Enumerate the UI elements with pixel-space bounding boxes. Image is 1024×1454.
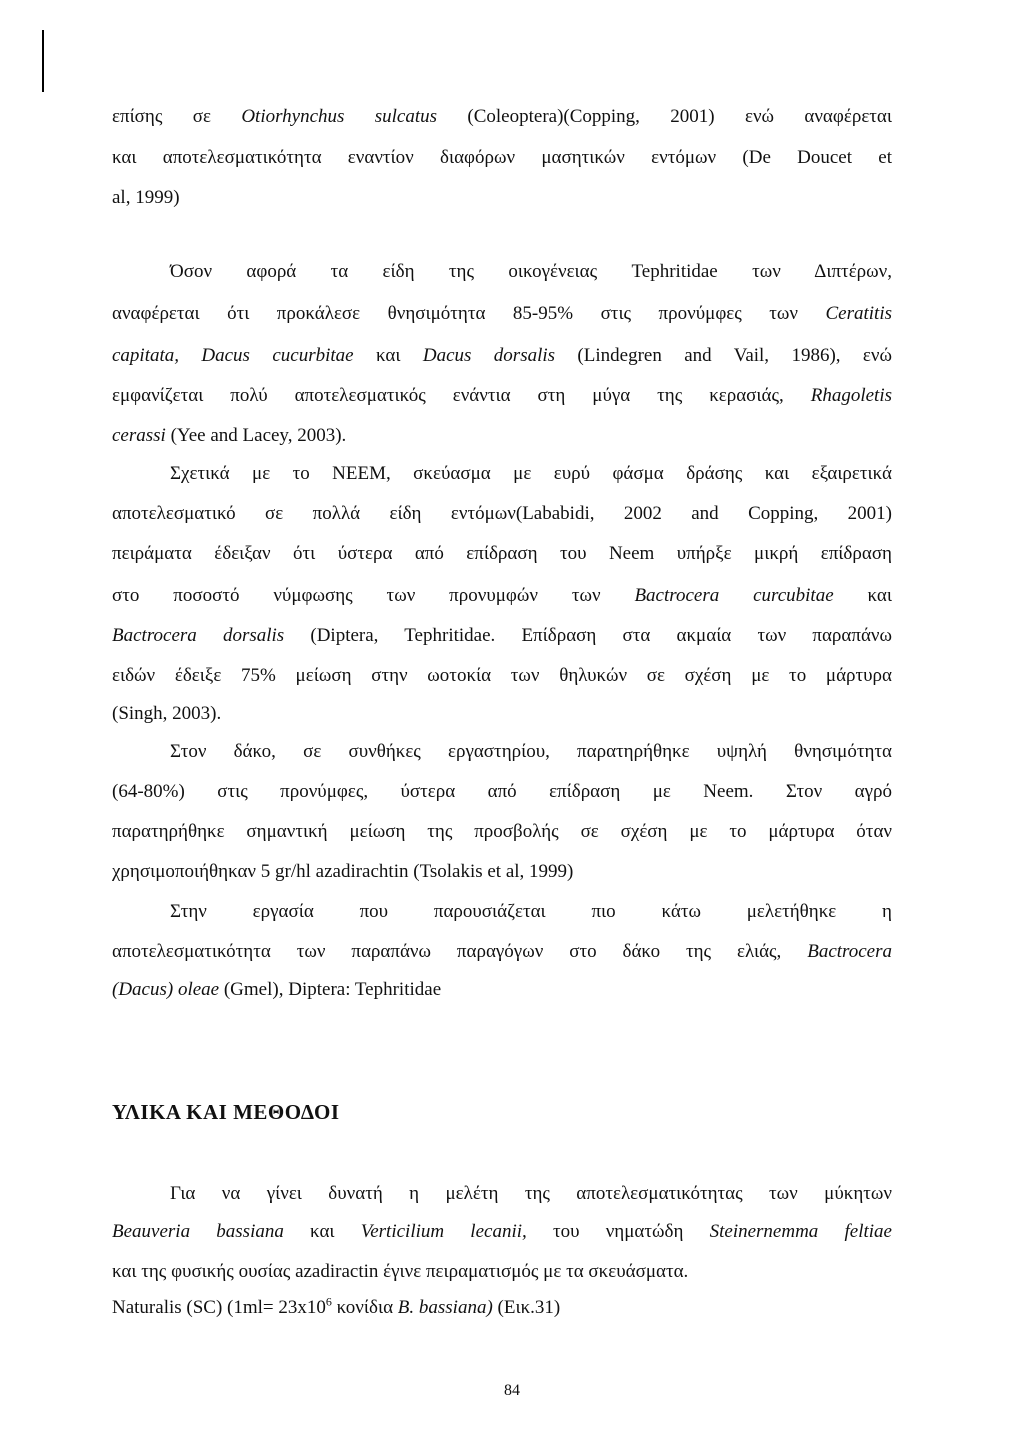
species-name: Rhagoletis (810, 385, 892, 406)
page-number: 84 (504, 1382, 520, 1399)
p3-line-4: στο ποσοστό νύμφωσης των προνυμφών των Bactrocera curcubitae και (112, 585, 892, 606)
exponent: 6 (325, 1294, 332, 1309)
section-heading: ΥΛΙΚΑ ΚΑΙ ΜΕΘΟΔΟΙ (112, 1100, 340, 1124)
p4-line-3: παρατηρήθηκε σημαντική μείωση της προσβολής σε σχέση με το μάρτυρα όταν (112, 821, 892, 842)
species-name: Verticilium lecanii, (360, 1221, 527, 1242)
p2-line-3: capitata, Dacus cucurbitae και Dacus dorsalis (Lindegren and Vail, 1986), ενώ (112, 345, 892, 366)
p2-line-5: cerassi (Yee and Lacey, 2003). (112, 425, 347, 446)
p3-line-6: ειδών έδειξε 75% μείωση στην ωοτοκία των θηλυκών σε σχέση με το μάρτυρα (112, 665, 892, 686)
p4-line-1: Στον δάκο, σε συνθήκες εργαστηρίου, παρατηρήθηκε υψηλή θνησιμότητα (170, 741, 892, 762)
p5-line-3: (Dacus) oleae (Gmel), Diptera: Tephritidae (112, 979, 442, 1000)
p6-line-1: Για να γίνει δυνατή η μελέτη της αποτελεσματικότητας των μύκητων (170, 1183, 892, 1204)
species-name: Bactrocera dorsalis (112, 625, 285, 646)
scan-edge-mark (42, 30, 44, 92)
p6-line-2: Beauveria bassiana και Verticilium lecanii, του νηματώδη Steinernemma feltiae (112, 1221, 892, 1242)
species-name: Bactrocera curcubitae (634, 585, 834, 606)
species-name: Ceratitis (825, 303, 892, 324)
p1-line-3: al, 1999) (112, 187, 180, 208)
p4-line-2: (64-80%) στις προνύμφες, ύστερα από επίδραση με Neem. Στον αγρό (112, 781, 892, 802)
p3-line-7: (Singh, 2003). (112, 703, 222, 724)
p6-line-4: Naturalis (SC) ($1ml= 23x10^6$ κονίδια B. bassiana) (Εικ.31) (112, 1294, 561, 1318)
species-name: cerassi (112, 425, 166, 446)
p2-line-4: εμφανίζεται πολύ αποτελεσματικός ενάντια στη μύγα της κερασιάς, Rhagoletis (112, 385, 892, 406)
p3-line-2: αποτελεσματικό σε πολλά είδη εντόμων(Lababidi, 2002 and Copping, 2001) (112, 503, 892, 524)
p6-line-3: και της φυσικής ουσίας azadiractin έγινε πειραματισμός με τα σκευάσματα. (112, 1261, 689, 1282)
p3-line-1: Σχετικά με το ΝΕΕΜ, σκεύασμα με ευρύ φάσμα δράσης και εξαιρετικά (170, 463, 892, 484)
p1-line-2: και αποτελεσματικότητα εναντίον διαφόρων μασητικών εντόμων (De Doucet et (112, 147, 892, 168)
p3-line-3: πειράματα έδειξαν ότι ύστερα από επίδραση του Neem υπήρξε μικρή επίδραση (112, 543, 892, 564)
species-name: B. bassiana) (397, 1297, 493, 1318)
p2-line-1: Όσον αφορά τα είδη της οικογένειας Tephritidae των Διπτέρων, (170, 261, 892, 282)
p5-line-2: αποτελεσματικότητα των παραπάνω παραγόγων στο δάκο της ελιάς, Bactrocera (112, 941, 892, 962)
species-name: Beauveria bassiana (112, 1221, 284, 1242)
species-name: Bactrocera (807, 941, 892, 962)
p1-line-1: επίσης σε Otiorhynchus sulcatus (Coleoptera)(Copping, 2001) ενώ αναφέρεται (112, 106, 892, 127)
species-name: Otiorhynchus sulcatus (241, 106, 438, 127)
species-name: Steinernemma feltiae (709, 1221, 892, 1242)
p5-line-1: Στην εργασία που παρουσιάζεται πιο κάτω μελετήθηκε η (170, 901, 892, 922)
species-name: (Dacus) oleae (112, 979, 220, 1000)
p2-line-2: αναφέρεται ότι προκάλεσε θνησιμότητα 85-95% στις προνύμφες των Ceratitis (112, 303, 892, 324)
species-name: capitata, Dacus cucurbitae (112, 345, 354, 366)
species-name: Dacus dorsalis (422, 345, 556, 366)
p3-line-5: Bactrocera dorsalis (Diptera, Tephritidae. Επίδραση στα ακμαία των παραπάνω (112, 625, 892, 646)
p4-line-4: χρησιμοποιήθηκαν 5 gr/hl azadirachtin (Tsolakis et al, 1999) (112, 861, 574, 882)
